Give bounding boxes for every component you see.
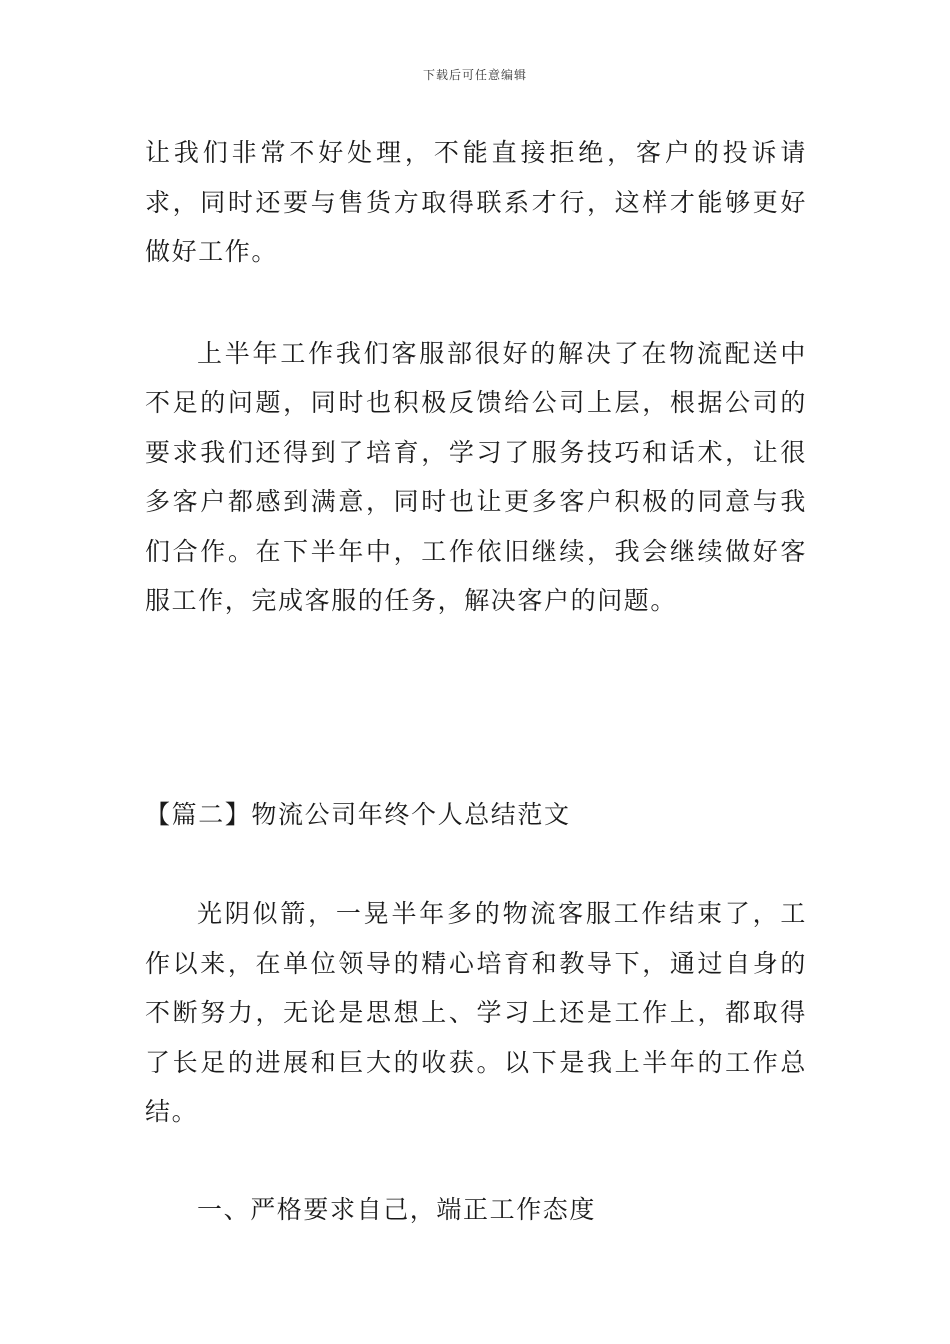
section-title: 【篇二】物流公司年终个人总结范文 — [145, 799, 571, 829]
paragraph-first-half-summary: 上半年工作我们客服部很好的解决了在物流配送中不足的问题，同时也积极反馈给公司上层，根据公司的要求我们还得到了培育，学习了服务技巧和话术，让很多客户都感到满意，同时也让更多客户积极的同意与我们合作。在下半年中，工作依旧继续，我会继续做好客服工作，完成客服的任务，解决客户的问题。 — [145, 338, 807, 615]
paragraph-intro: 光阴似箭，一晃半年多的物流客服工作结束了，工作以来，在单位领导的精心培育和教导下，通过自身的不断努力，无论是思想上、学习上还是工作上，都取得了长足的进展和巨大的收获。以下是我上半年的工作总结。 — [145, 899, 807, 1126]
paragraph-continuation: 让我们非常不好处理，不能直接拒绝，客户的投诉请求，同时还要与售货方取得联系才行，这样才能够更好做好工作。 — [145, 138, 807, 266]
document-body — [145, 128, 807, 1234]
header-note: 下载后可任意编辑 — [422, 68, 527, 82]
subheading-strict-requirements: 一、严格要求自己，端正工作态度 — [197, 1194, 597, 1224]
